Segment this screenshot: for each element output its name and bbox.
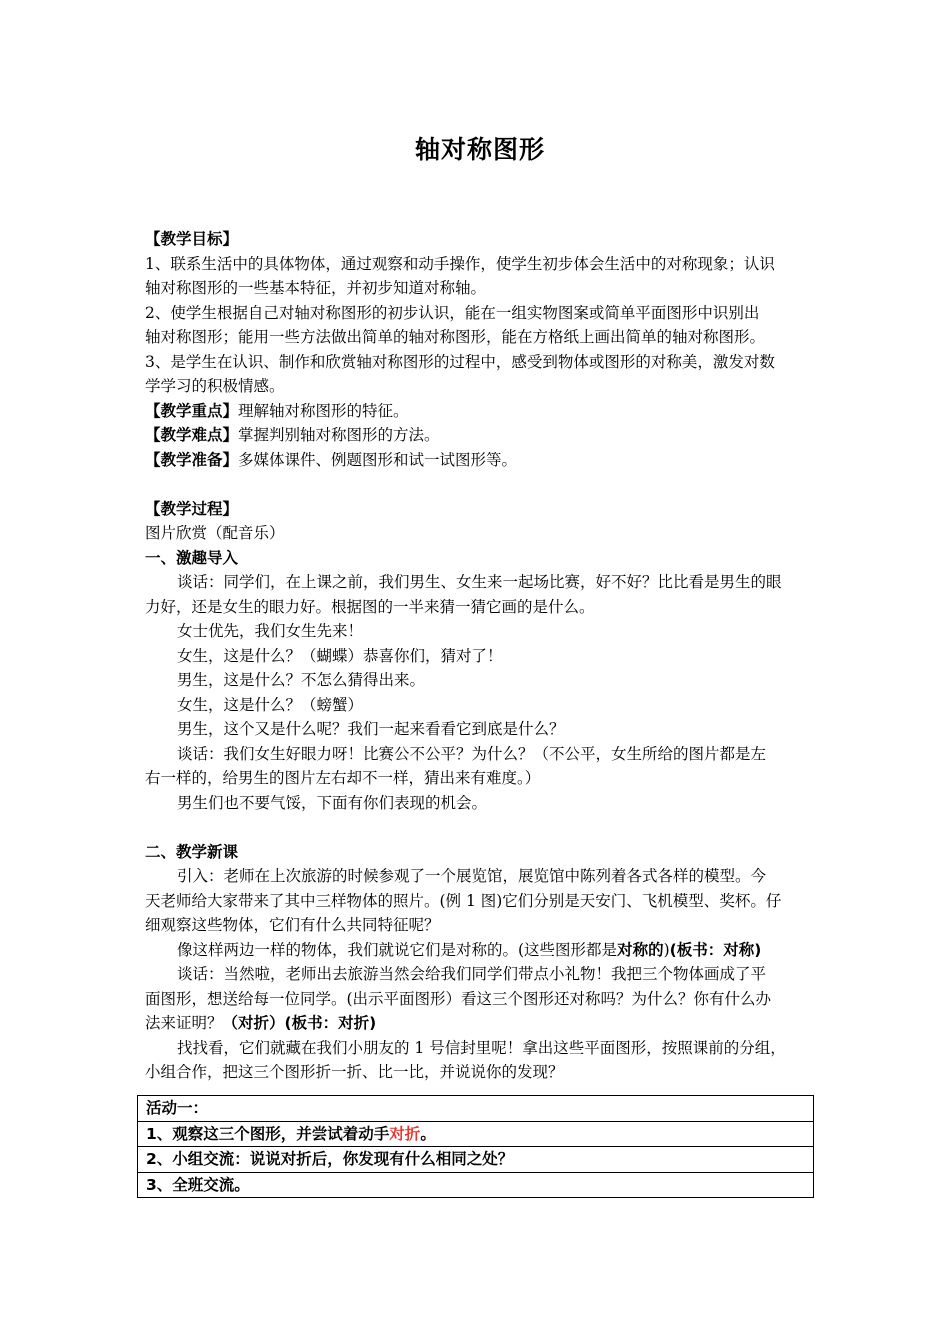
activity-box xyxy=(137,1095,814,1198)
section-2-p2-text: 像这样两边一样的物体，我们就说它们是对称的。(这些图形都是 xyxy=(177,940,618,959)
section-2-heading: 二、教学新课 xyxy=(145,842,239,861)
dialogue-line-5: 男生，这个又是什么呢？我们一起来看看它到底是什么？ xyxy=(177,720,565,738)
section-2-p2 xyxy=(145,938,815,963)
preparation xyxy=(145,448,815,473)
process-intro: 图片欣赏（配音乐） xyxy=(145,524,285,542)
activity-item-3: 3、全班交流。 xyxy=(146,1175,250,1194)
section-1-p1-line-1: 谈话：同学们，在上课之前，我们男生、女生来一起场比赛，好不好？比比看是男生的眼 xyxy=(177,573,782,591)
goal-3-line-2: 学学习的积极情感。 xyxy=(145,377,285,395)
section-2-p3-line-2: 面图形，想送给每一位同学。(出示平面图形）看这三个图形还对称吗？为什么？你有什么办 xyxy=(145,989,772,1008)
dialogue-line-2: 女生，这是什么？（蝴蝶）恭喜你们，猜对了！ xyxy=(177,646,503,665)
section-1-p3: 男生们也不要气馁，下面有你们表现的机会。 xyxy=(177,793,488,812)
goal-3-line-1: 3、是学生在认识、制作和欣赏轴对称图形的过程中，感受到物体或图形的对称美，激发对数 xyxy=(145,352,775,371)
section-2-p1-line-1: 引入：老师在上次旅游的时候参观了一个展览馆，展览馆中陈列着各式各样的模型。今 xyxy=(177,867,767,885)
section-2-p2-bold-1: 对称的 xyxy=(617,940,664,959)
difficulty-text: 掌握判别轴对称图形的方法。 xyxy=(238,426,440,444)
activity-item-1-end: 。 xyxy=(420,1124,436,1143)
dialogue-line-1: 女士优先，我们女生先来！ xyxy=(177,622,364,640)
process-heading: 【教学过程】 xyxy=(145,499,239,518)
activity-item-1 xyxy=(138,1122,813,1148)
goals-heading: 【教学目标】 xyxy=(145,230,239,248)
section-1-heading: 一、激趣导入 xyxy=(145,548,239,567)
section-1-p2-line-1: 谈话：我们女生好眼力呀！比赛公不公平？为什么？（不公平，女生所给的图片都是左 xyxy=(177,744,767,763)
activity-title: 活动一： xyxy=(138,1096,813,1122)
document-body xyxy=(145,227,815,1085)
section-2-p4-line-2: 小组合作，把这三个图形折一折、比一比，并说说你的发现？ xyxy=(145,1063,564,1081)
dialogue-line-4: 女生，这是什么？（螃蟹） xyxy=(177,695,364,714)
goal-1-line-1: 1、联系生活中的具体物体，通过观察和动手操作，使学生初步体会生活中的对称现象；认识 xyxy=(145,254,775,273)
section-2-p1-line-2: 天老师给大家带来了其中三样物体的照片。(例 1 图)它们分别是天安门、飞机模型、奖杯。仔 xyxy=(145,891,782,910)
goal-2-line-2: 轴对称图形；能用一些方法做出简单的轴对称图形，能在方格纸上画出简单的轴对称图形。 xyxy=(145,328,766,346)
document-title: 轴对称图形 xyxy=(414,135,545,164)
section-2-p3-bold: （对折）(板书：对折) xyxy=(222,1014,377,1032)
preparation-label: 【教学准备】 xyxy=(145,450,239,469)
section-2-p4-line-1: 找找看，它们就藏在我们小朋友的 1 号信封里呢！拿出这些平面图形，按照课前的分组， xyxy=(177,1038,786,1057)
section-2-p3-text: 法来证明？ xyxy=(145,1014,223,1032)
goal-1-line-2: 轴对称图形的一些基本特征，并初步知道对称轴。 xyxy=(145,279,487,297)
goal-2-line-1: 2、使学生根据自己对轴对称图形的初步认识，能在一组实物图案或简单平面图形中识别出 xyxy=(145,303,760,322)
section-2-p3-line-3 xyxy=(145,1011,815,1036)
preparation-text: 多媒体课件、例题图形和试一试图形等。 xyxy=(238,450,518,469)
section-1-p2-line-2: 右一样的，给男生的图片左右却不一样，猜出来有难度。） xyxy=(145,769,541,787)
activity-item-1-highlight: 对折 xyxy=(389,1124,421,1143)
key-point-label: 【教学重点】 xyxy=(145,401,239,420)
section-2-p2-bold-2: (板书：对称) xyxy=(669,940,762,959)
key-point-text: 理解轴对称图形的特征。 xyxy=(238,401,409,420)
key-point xyxy=(145,399,815,424)
section-2-p3-line-1: 谈话：当然啦，老师出去旅游当然会给我们同学们带点小礼物！我把三个物体画成了平 xyxy=(177,965,767,983)
difficulty-label: 【教学难点】 xyxy=(145,426,239,444)
section-2-p1-line-3: 细观察这些物体，它们有什么共同特征呢？ xyxy=(145,916,440,934)
activity-item-2: 2、小组交流：说说对折后，你发现有什么相同之处？ xyxy=(138,1147,813,1173)
difficulty xyxy=(145,423,815,448)
section-1-p1-line-2: 力好，还是女生的眼力好。根据图的一半来猜一猜它画的是什么。 xyxy=(145,597,595,616)
activity-item-1-text: 1、观察这三个图形，并尝试着动手 xyxy=(146,1124,390,1143)
dialogue-line-3: 男生，这是什么？不怎么猜得出来。 xyxy=(177,671,426,689)
section-2-p2-mid: ) xyxy=(663,940,670,959)
